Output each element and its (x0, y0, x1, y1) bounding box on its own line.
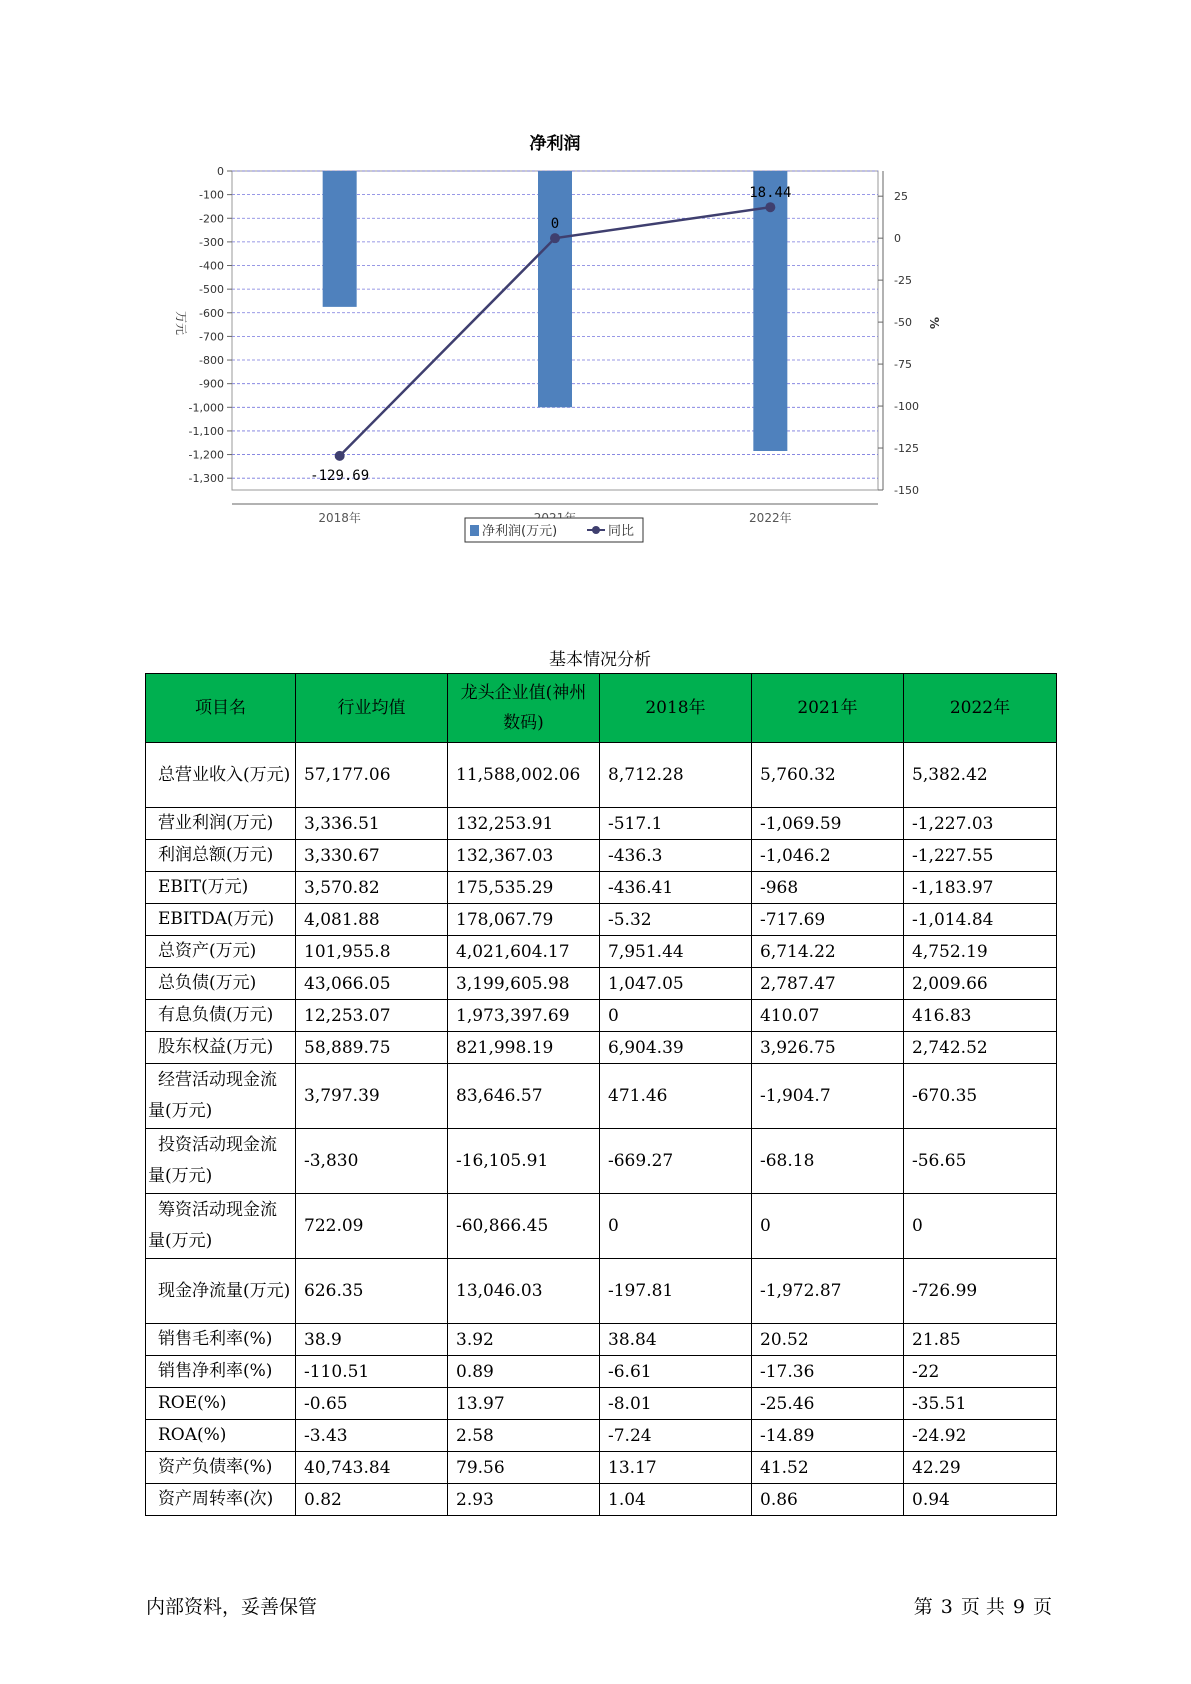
page-mid: 页 共 (960, 1596, 1005, 1618)
value-cell: -1,227.55 (904, 840, 1057, 872)
chart-title: 净利润 (529, 134, 581, 154)
y2-tick-label: 25 (894, 190, 908, 204)
row-label-cell: 利润总额(万元) (146, 840, 296, 872)
table-row (146, 1064, 1057, 1129)
legend-swatch-bar (470, 525, 479, 536)
table-row (146, 1194, 1057, 1259)
value-cell: -1,069.59 (752, 808, 904, 840)
value-cell: -3,830 (296, 1129, 448, 1194)
footer-confidential-note: 内部资料，妥善保管 (146, 1596, 318, 1618)
value-cell: 3.92 (448, 1324, 600, 1356)
value-cell: 178,067.79 (448, 904, 600, 936)
value-cell: -670.35 (904, 1064, 1057, 1129)
value-cell: -56.65 (904, 1129, 1057, 1194)
value-cell: 3,330.67 (296, 840, 448, 872)
table-body (146, 743, 1057, 1516)
row-label-cell: ROA(%) (146, 1420, 296, 1452)
value-cell: 8,712.28 (600, 743, 752, 808)
row-label-cell: 总资产(万元) (146, 936, 296, 968)
value-cell: 0 (600, 1194, 752, 1259)
legend-label-yoy: 同比 (608, 524, 635, 539)
value-cell: 2,009.66 (904, 968, 1057, 1000)
value-cell: -726.99 (904, 1259, 1057, 1324)
table-row (146, 1000, 1057, 1032)
value-cell: -5.32 (600, 904, 752, 936)
value-cell: -669.27 (600, 1129, 752, 1194)
row-label-cell: 现金净流量(万元) (146, 1259, 296, 1324)
value-cell: 2.58 (448, 1420, 600, 1452)
table-row (146, 1324, 1057, 1356)
table-row (146, 1420, 1057, 1452)
value-cell: 40,743.84 (296, 1452, 448, 1484)
table-caption: 基本情况分析 (549, 650, 651, 670)
row-label-cell: 有息负债(万元) (146, 1000, 296, 1032)
value-cell: 42.29 (904, 1452, 1057, 1484)
value-cell: 6,714.22 (752, 936, 904, 968)
row-label-cell: 资产负债率(%) (146, 1452, 296, 1484)
row-label-cell: 总负债(万元) (146, 968, 296, 1000)
header-item-name: 项目名 (146, 674, 296, 743)
value-cell: -7.24 (600, 1420, 752, 1452)
value-cell: 3,926.75 (752, 1032, 904, 1064)
page-total: 9 (1012, 1596, 1025, 1618)
value-cell: 3,570.82 (296, 872, 448, 904)
header-leader-value: 龙头企业值(神州数码) (448, 674, 600, 743)
value-cell: 101,955.8 (296, 936, 448, 968)
header-year-2021: 2021年 (752, 674, 904, 743)
value-cell: -8.01 (600, 1388, 752, 1420)
x-tick-label: 2018年 (318, 511, 361, 525)
value-cell: -1,227.03 (904, 808, 1057, 840)
y-tick-label: -1,300 (188, 472, 224, 486)
y2-tick-label: -100 (894, 400, 919, 414)
row-label-cell: 销售毛利率(%) (146, 1324, 296, 1356)
y-tick-label: -300 (199, 235, 224, 249)
value-cell: 821,998.19 (448, 1032, 600, 1064)
value-cell: -25.46 (752, 1388, 904, 1420)
value-cell: -1,904.7 (752, 1064, 904, 1129)
value-cell: 0.82 (296, 1484, 448, 1516)
value-cell: 471.46 (600, 1064, 752, 1129)
y-tick-label: -800 (199, 354, 224, 368)
value-cell: 41.52 (752, 1452, 904, 1484)
point-yoy (765, 202, 775, 212)
table-row (146, 936, 1057, 968)
table-row (146, 904, 1057, 936)
value-cell: 1,047.05 (600, 968, 752, 1000)
value-cell: 2,742.52 (904, 1032, 1057, 1064)
value-cell: 0 (752, 1194, 904, 1259)
value-cell: -197.81 (600, 1259, 752, 1324)
value-cell: 0.89 (448, 1356, 600, 1388)
value-cell: 43,066.05 (296, 968, 448, 1000)
value-cell: 132,367.03 (448, 840, 600, 872)
row-label-cell: EBIT(万元) (146, 872, 296, 904)
value-cell: -3.43 (296, 1420, 448, 1452)
table-row (146, 1129, 1057, 1194)
data-label-yoy: 0 (550, 216, 560, 233)
row-label-cell: 股东权益(万元) (146, 1032, 296, 1064)
value-cell: 11,588,002.06 (448, 743, 600, 808)
value-cell: 58,889.75 (296, 1032, 448, 1064)
x-tick-label: 2022年 (749, 511, 792, 525)
value-cell: 4,021,604.17 (448, 936, 600, 968)
table-row (146, 1484, 1057, 1516)
value-cell: 13,046.03 (448, 1259, 600, 1324)
value-cell: 38.9 (296, 1324, 448, 1356)
value-cell: 1.04 (600, 1484, 752, 1516)
table-row (146, 1356, 1057, 1388)
legend-marker-yoy (592, 526, 600, 534)
value-cell: 4,752.19 (904, 936, 1057, 968)
value-cell: -1,014.84 (904, 904, 1057, 936)
row-label-cell: 资产周转率(次) (146, 1484, 296, 1516)
table-row (146, 1259, 1057, 1324)
y-tick-label: 0 (217, 165, 224, 178)
value-cell: 132,253.91 (448, 808, 600, 840)
y-tick-label: -500 (199, 283, 224, 297)
bar-net-profit (323, 171, 357, 307)
table-row (146, 1032, 1057, 1064)
value-cell: -16,105.91 (448, 1129, 600, 1194)
value-cell: -436.41 (600, 872, 752, 904)
header-year-2018: 2018年 (600, 674, 752, 743)
row-label-cell: 投资活动现金流量(万元) (146, 1129, 296, 1194)
value-cell: -0.65 (296, 1388, 448, 1420)
row-label-cell: 营业利润(万元) (146, 808, 296, 840)
y-tick-label: -400 (199, 259, 224, 273)
header-year-2022: 2022年 (904, 674, 1057, 743)
value-cell: -22 (904, 1356, 1057, 1388)
row-label-cell: 总营业收入(万元) (146, 743, 296, 808)
value-cell: -14.89 (752, 1420, 904, 1452)
basic-analysis-table (145, 673, 1057, 1516)
value-cell: 13.97 (448, 1388, 600, 1420)
row-label-cell: EBITDA(万元) (146, 904, 296, 936)
table-row (146, 968, 1057, 1000)
value-cell: -968 (752, 872, 904, 904)
page-suffix: 页 (1032, 1596, 1052, 1618)
row-label-cell: 销售净利率(%) (146, 1356, 296, 1388)
data-label-yoy: -129.69 (310, 467, 370, 484)
value-cell: 2,787.47 (752, 968, 904, 1000)
value-cell: -60,866.45 (448, 1194, 600, 1259)
y2-tick-label: -50 (894, 316, 912, 330)
value-cell: -1,972.87 (752, 1259, 904, 1324)
value-cell: 5,760.32 (752, 743, 904, 808)
legend-label-bar: 净利润(万元) (482, 524, 558, 539)
y2-tick-label: -150 (894, 484, 919, 497)
point-yoy (550, 233, 560, 243)
value-cell: 4,081.88 (296, 904, 448, 936)
value-cell: -110.51 (296, 1356, 448, 1388)
y-axis-label: 万元 (174, 310, 188, 336)
y-tick-label: -900 (199, 377, 224, 391)
value-cell: 21.85 (904, 1324, 1057, 1356)
value-cell: 57,177.06 (296, 743, 448, 808)
value-cell: -436.3 (600, 840, 752, 872)
table-row (146, 808, 1057, 840)
value-cell: 20.52 (752, 1324, 904, 1356)
y2-tick-label: -25 (894, 274, 912, 288)
y-tick-label: -200 (199, 212, 224, 226)
row-label-cell: 经营活动现金流量(万元) (146, 1064, 296, 1129)
bar-net-profit (538, 171, 572, 407)
value-cell: -35.51 (904, 1388, 1057, 1420)
y-tick-label: -1,200 (188, 448, 224, 462)
table-row (146, 1388, 1057, 1420)
value-cell: -1,183.97 (904, 872, 1057, 904)
table-row (146, 1452, 1057, 1484)
value-cell: 1,973,397.69 (448, 1000, 600, 1032)
value-cell: 0.94 (904, 1484, 1057, 1516)
y-tick-label: -700 (199, 330, 224, 344)
value-cell: 175,535.29 (448, 872, 600, 904)
value-cell: 0 (904, 1194, 1057, 1259)
value-cell: 3,199,605.98 (448, 968, 600, 1000)
value-cell: -517.1 (600, 808, 752, 840)
y2-axis-label: % (927, 316, 941, 330)
value-cell: 0.86 (752, 1484, 904, 1516)
y-tick-label: -100 (199, 188, 224, 202)
value-cell: 626.35 (296, 1259, 448, 1324)
y-tick-label: -1,000 (188, 401, 224, 415)
y2-tick-label: 0 (894, 232, 901, 246)
table-row (146, 872, 1057, 904)
table-row (146, 840, 1057, 872)
value-cell: 2.93 (448, 1484, 600, 1516)
page-current: 3 (940, 1596, 953, 1618)
y-tick-label: -1,100 (188, 424, 224, 438)
value-cell: 6,904.39 (600, 1032, 752, 1064)
value-cell: -68.18 (752, 1129, 904, 1194)
value-cell: 5,382.42 (904, 743, 1057, 808)
value-cell: 38.84 (600, 1324, 752, 1356)
value-cell: 722.09 (296, 1194, 448, 1259)
value-cell: 0 (600, 1000, 752, 1032)
header-industry-avg: 行业均值 (296, 674, 448, 743)
value-cell: 410.07 (752, 1000, 904, 1032)
row-label-cell: 筹资活动现金流量(万元) (146, 1194, 296, 1259)
value-cell: 12,253.07 (296, 1000, 448, 1032)
point-yoy (335, 451, 345, 461)
y2-tick-label: -75 (894, 358, 912, 372)
data-label-yoy: 18.44 (749, 185, 792, 202)
value-cell: -17.36 (752, 1356, 904, 1388)
value-cell: 7,951.44 (600, 936, 752, 968)
page-prefix: 第 (913, 1596, 933, 1618)
table-row (146, 743, 1057, 808)
value-cell: 79.56 (448, 1452, 600, 1484)
row-label-cell: ROE(%) (146, 1388, 296, 1420)
value-cell: 3,336.51 (296, 808, 448, 840)
y-tick-label: -600 (199, 306, 224, 320)
value-cell: 3,797.39 (296, 1064, 448, 1129)
value-cell: -6.61 (600, 1356, 752, 1388)
value-cell: -24.92 (904, 1420, 1057, 1452)
value-cell: -717.69 (752, 904, 904, 936)
bar-net-profit (753, 171, 787, 451)
value-cell: -1,046.2 (752, 840, 904, 872)
footer-page-number (910, 1592, 1056, 1619)
value-cell: 83,646.57 (448, 1064, 600, 1129)
value-cell: 13.17 (600, 1452, 752, 1484)
table-header-row (146, 674, 1057, 743)
net-profit-chart (174, 134, 1040, 605)
value-cell: 416.83 (904, 1000, 1057, 1032)
y2-tick-label: -125 (894, 442, 919, 456)
